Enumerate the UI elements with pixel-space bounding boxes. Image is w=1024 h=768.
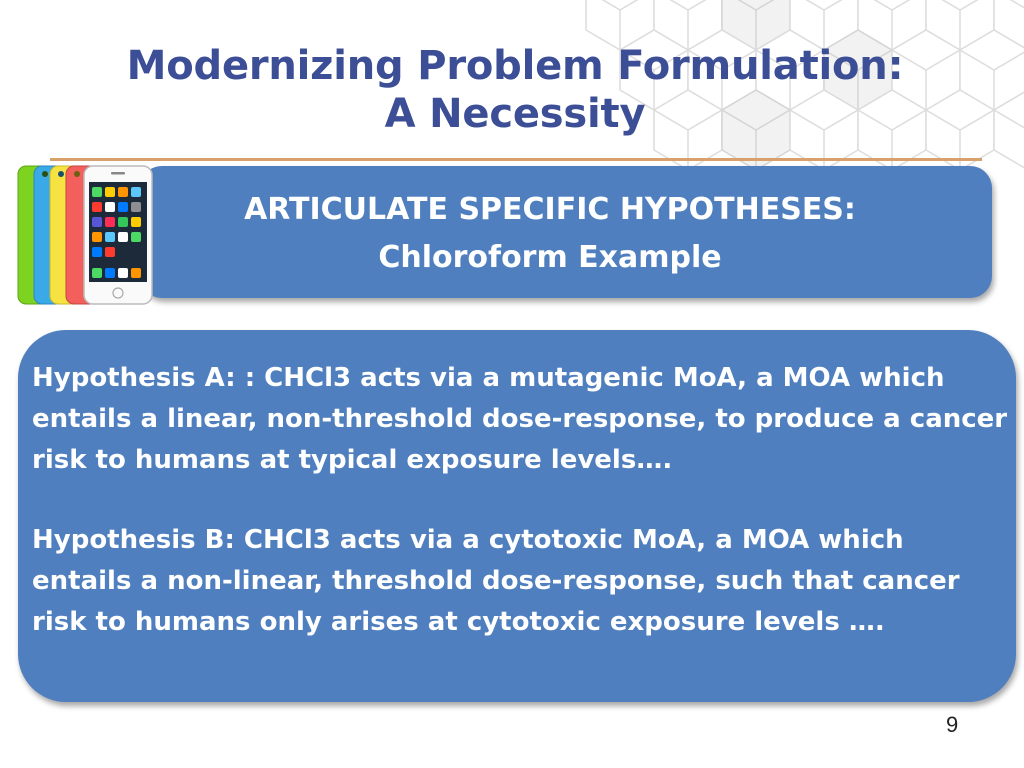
header-box [140, 166, 992, 298]
page-number: 9 [946, 712, 959, 737]
header-line2: Chloroform Example [378, 240, 722, 275]
hypothesis-b-text: Hypothesis B: CHCl3 acts via a cytotoxic MoA, a MOA which entails a non-linear, threshold dose-response, such that cancer risk to humans only arises at cytotoxic exposure levels …. [32, 525, 960, 637]
hypothesis-a-text: Hypothesis A: : CHCl3 acts via a mutagenic MoA, a MOA which entails a linear, non-threshold dose-response, to produce a cancer risk to humans at typical exposure levels…. [32, 363, 1008, 475]
slide-title-line2: A Necessity [384, 91, 646, 137]
colorful-phones-image [14, 162, 154, 308]
title-divider [50, 158, 982, 161]
slide-title-line1: Modernizing Problem Formulation: [126, 43, 904, 89]
header-line1: ARTICULATE SPECIFIC HYPOTHESES: [244, 192, 856, 227]
